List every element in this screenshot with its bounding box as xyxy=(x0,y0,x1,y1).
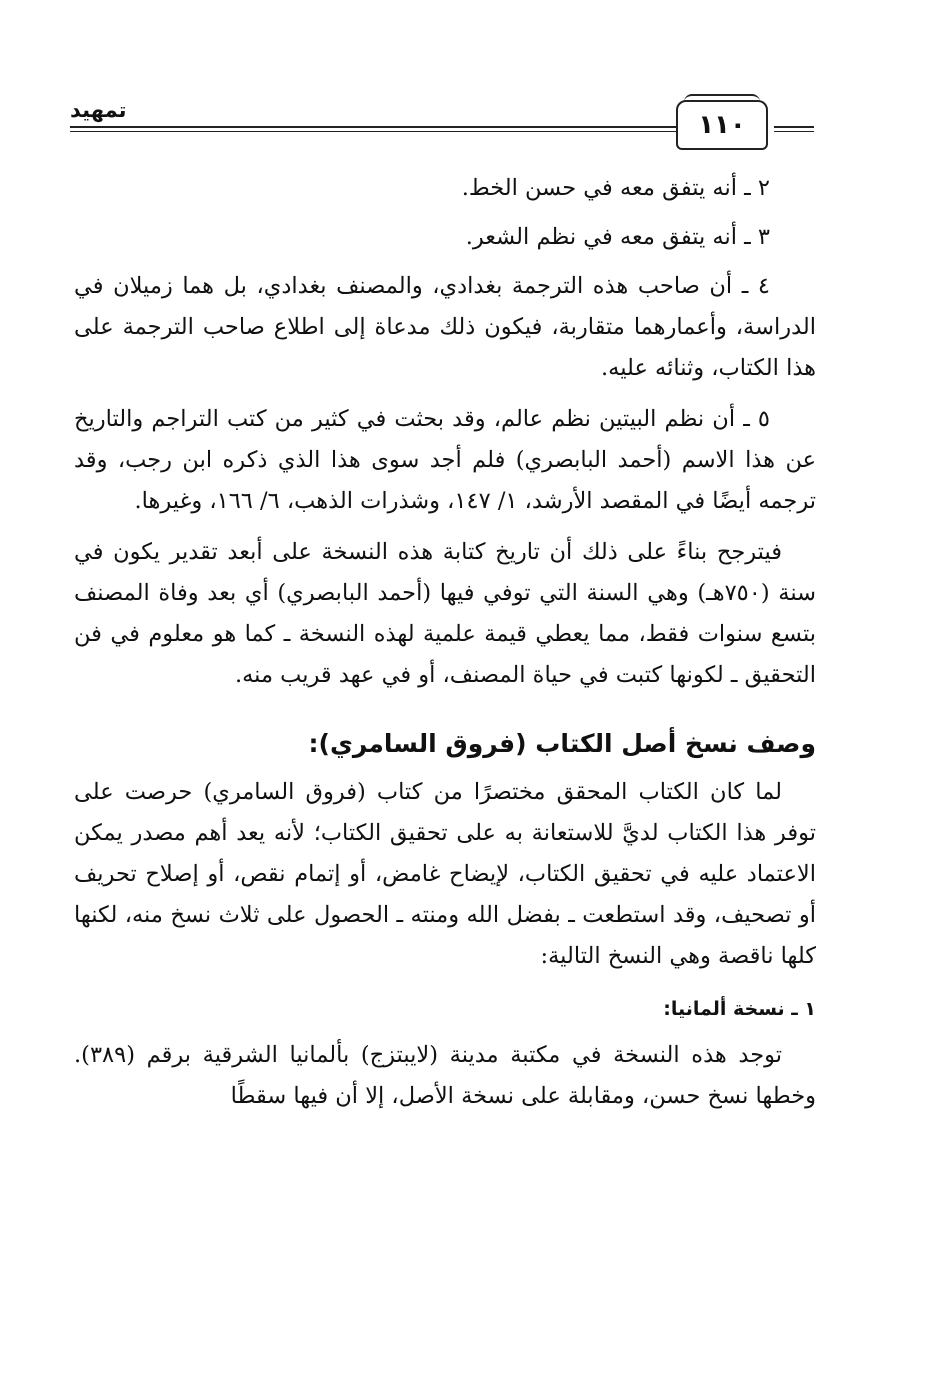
subsection-heading: ١ ـ نسخة ألمانيا: xyxy=(663,998,816,1020)
list-item-2: ٢ ـ أنه يتفق معه في حسن الخط. xyxy=(461,175,770,201)
list-item-5: ٥ ـ أن نظم البيتين نظم عالم، وقد بحثت في كثير من كتب التراجم والتاريخ عن هذا الاسم (أحمد البابصري) فلم أجد سوى هذا الذي ذكره ابن رجب، وقد ترجمه أيضًا في المقصد الأرشد، ١/ ١٤٧، وشذرات الذهب، ٦/ ١٦٦، وغيرها. xyxy=(74,406,816,514)
page-number: ١١٠ xyxy=(676,100,768,150)
list-item-4: ٤ ـ أن صاحب هذه الترجمة بغدادي، والمصنف بغدادي، بل هما زميلان في الدراسة، وأعمارهما متقاربة، فيكون ذلك مدعاة إلى اطلاع صاحب الترجمة على هذا الكتاب، وثنائه عليه. xyxy=(74,273,816,381)
conclusion-paragraph: فيترجح بناءً على ذلك أن تاريخ كتابة هذه النسخة على أبعد تقدير يكون في سنة (٧٥٠هـ) وهي السنة التي توفي فيها (أحمد البابصري) أي بعد وفاة المصنف بتسع سنوات فقط، مما يعطي قيمة علمية لهذه النسخة ـ كما هو معلوم في فن التحقيق ـ لكونها كتبت في حياة المصنف، أو في عهد قريب منه. xyxy=(74,539,816,688)
germany-paragraph: توجد هذه النسخة في مكتبة مدينة (لايبتزج) بألمانيا الشرقية برقم (٣٨٩). وخطها نسخ حسن، ومقابلة على نسخة الأصل، إلا أن فيها سقطًا xyxy=(74,1042,816,1109)
intro-paragraph: لما كان الكتاب المحقق مختصرًا من كتاب (فروق السامري) حرصت على توفر هذا الكتاب لديَّ للاستعانة به على تحقيق الكتاب؛ لأنه يعد أهم مصدر يمكن الاعتماد عليه في تحقيق الكتاب، لإيضاح غامض، أو إتمام نقص، أو إصلاح تحريف أو تصحيف، وقد استطعت ـ بفضل الله ومنته ـ الحصول على ثلاث نسخ منه، لكنها كلها ناقصة وهي النسخ التالية: xyxy=(74,779,816,969)
section-heading: وصف نسخ أصل الكتاب (فروق السامري): xyxy=(308,729,816,758)
header-rule xyxy=(70,126,680,132)
running-header xyxy=(70,96,814,150)
header-rule-right xyxy=(774,126,814,132)
page-body xyxy=(74,168,816,1127)
list-item-3: ٣ ـ أنه يتفق معه في نظم الشعر. xyxy=(465,224,770,250)
section-title: تمهيد xyxy=(70,98,127,122)
